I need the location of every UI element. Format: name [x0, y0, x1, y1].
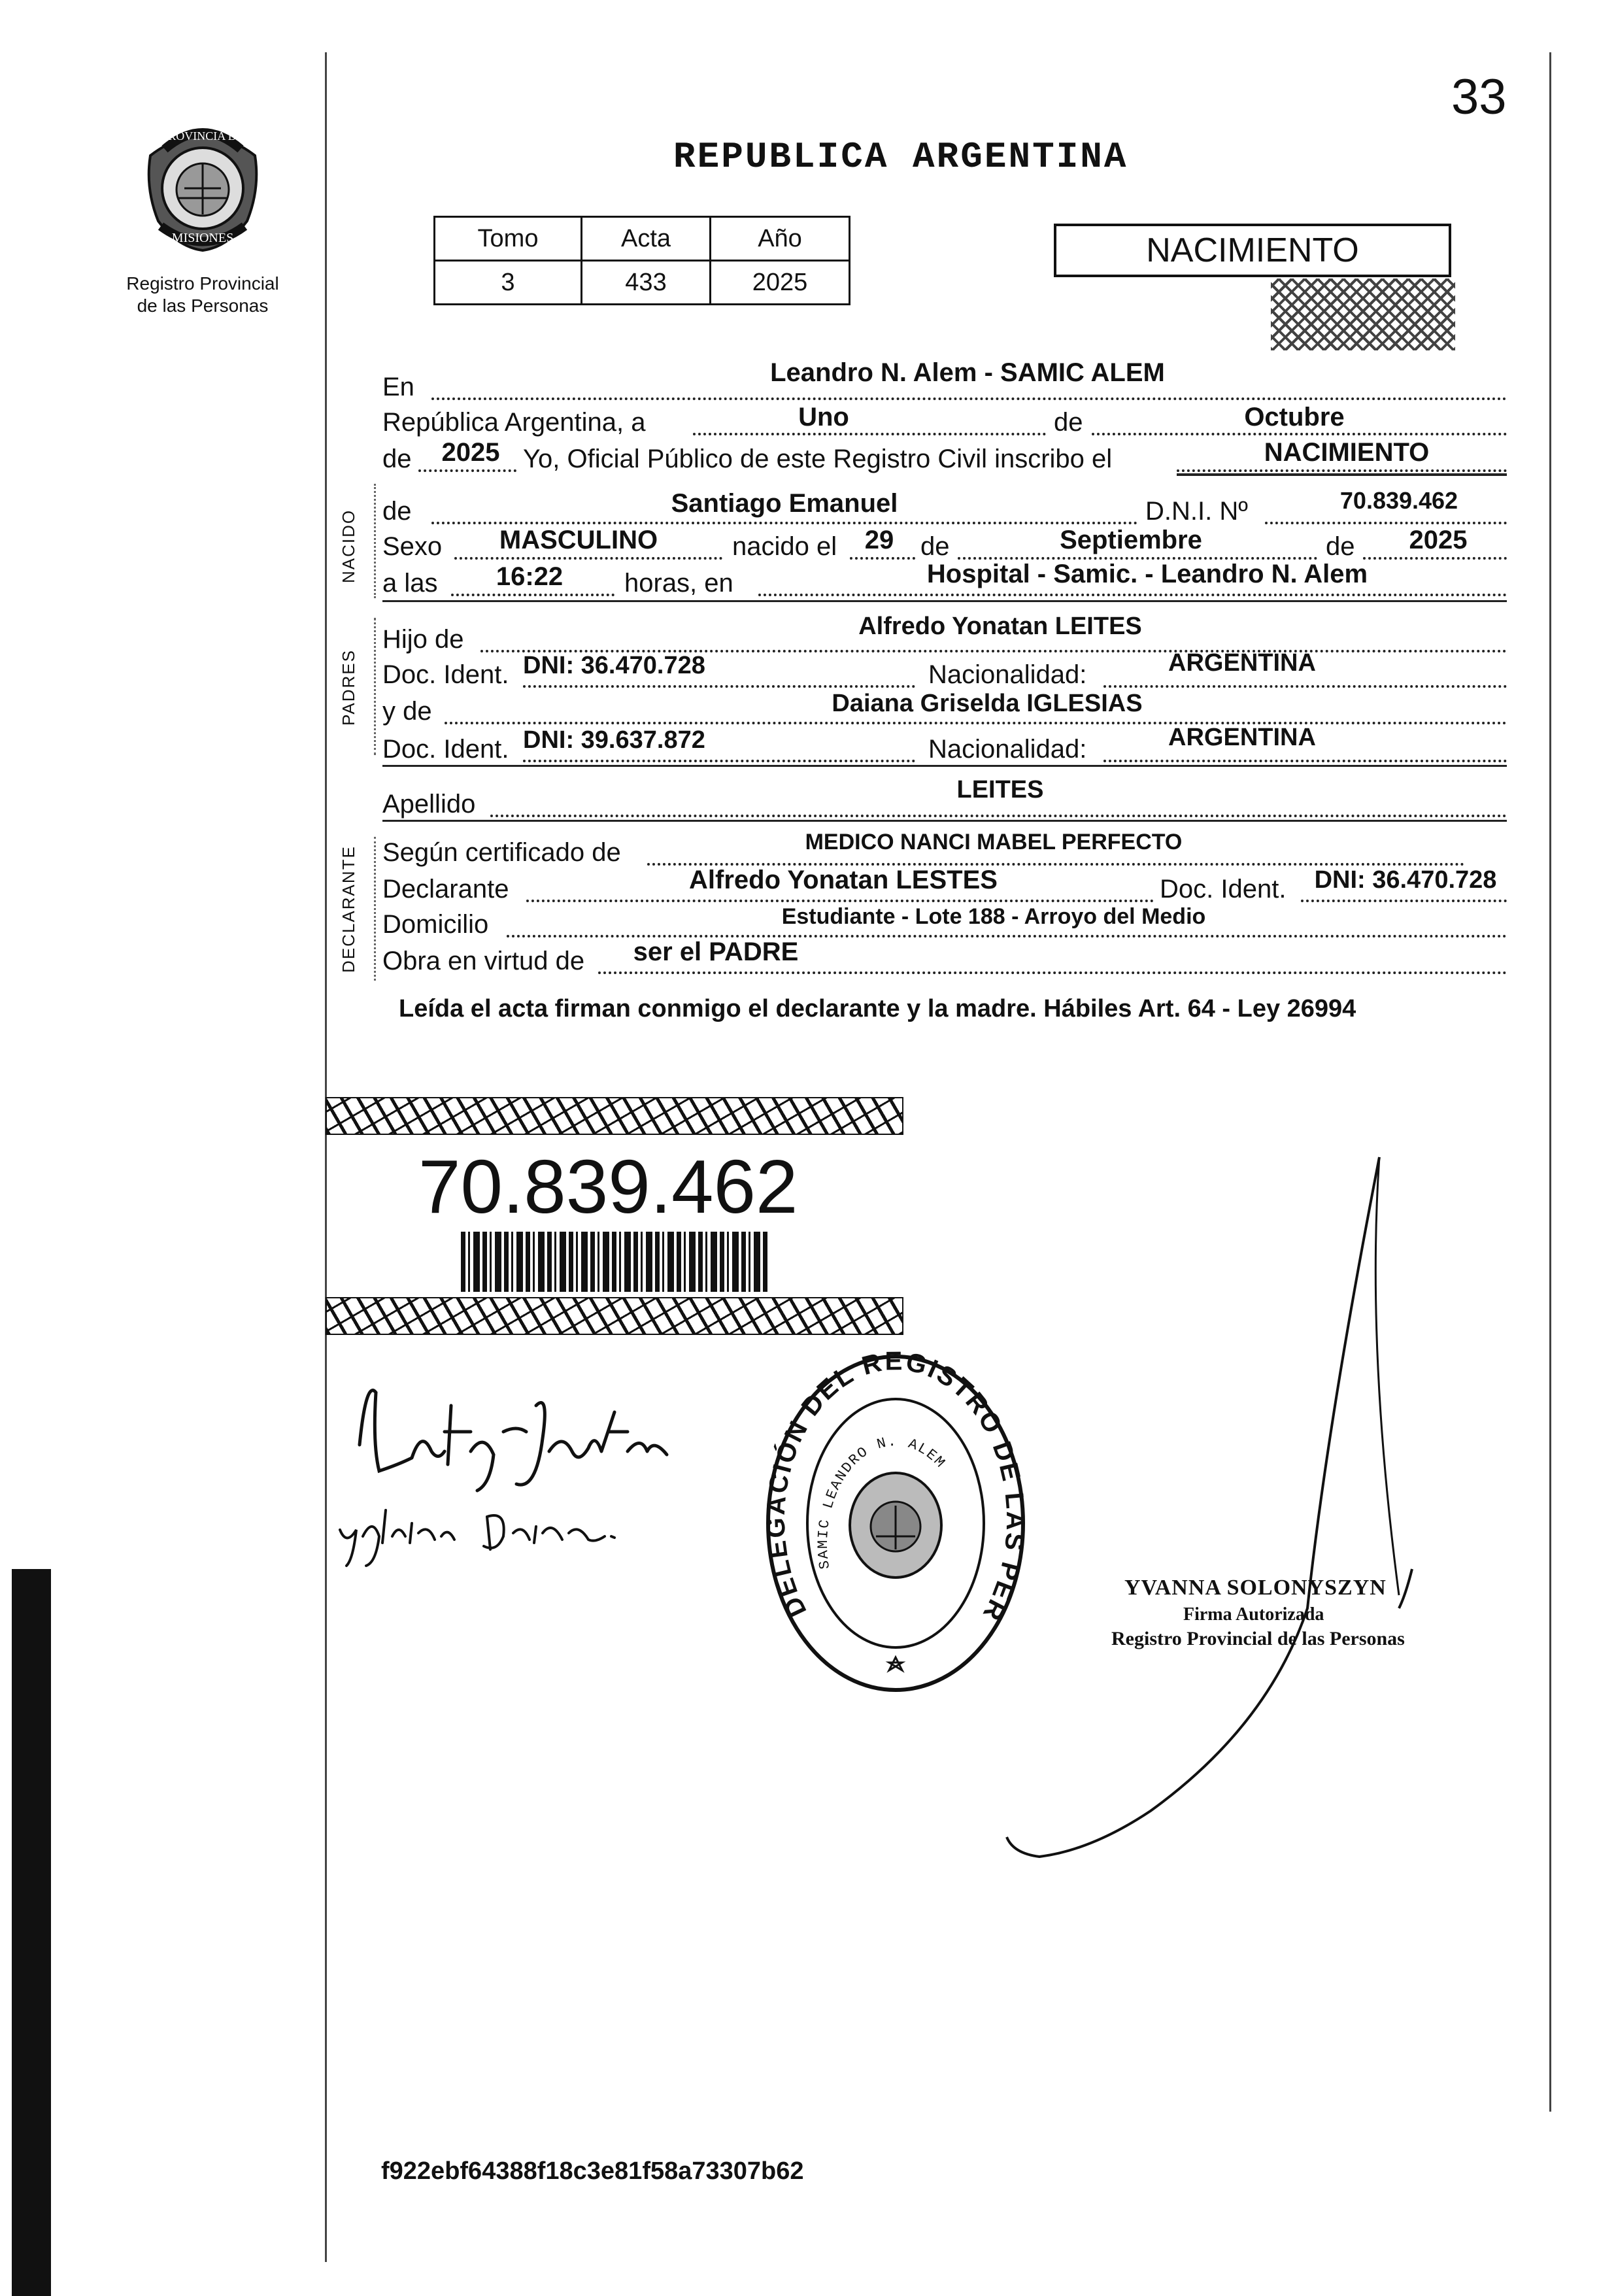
father-doc-label: Doc. Ident. — [382, 660, 509, 689]
hijo-de-label: Hijo de — [382, 625, 464, 654]
barcode-top-band — [326, 1097, 903, 1135]
month-fill — [1092, 433, 1507, 435]
a-las-label: a las — [382, 569, 438, 598]
apellido-label: Apellido — [382, 790, 476, 819]
day-value: Uno — [798, 403, 849, 431]
en-label: En — [382, 373, 414, 401]
table-value-anio: 2025 — [711, 261, 850, 305]
child-name-value: Santiago Emanuel — [671, 489, 898, 518]
padres-section-label: PADRES — [339, 649, 358, 726]
father-doc-value: DNI: 36.470.728 — [523, 652, 705, 679]
document-hash: f922ebf64388f18c3e81f58a73307b62 — [381, 2157, 804, 2185]
mother-fill — [445, 722, 1507, 724]
sexo-label: Sexo — [382, 532, 443, 561]
padres-bracket — [374, 618, 376, 755]
time-value: 16:22 — [496, 562, 564, 591]
declarante-section-label: DECLARANTE — [339, 845, 358, 973]
father-nationality-fill — [1103, 685, 1507, 688]
birth-year-value: 2025 — [1409, 526, 1468, 554]
intro-underline — [1177, 473, 1507, 476]
left-margin-line — [325, 52, 327, 2262]
certificado-label: Según certificado de — [382, 838, 621, 867]
closing-note: Leída el acta firman conmigo el declarante y la madre. Hábiles Art. 64 - Ley 26994 — [399, 995, 1356, 1022]
barcode-bars — [461, 1232, 768, 1292]
domicilio-value: Estudiante - Lote 188 - Arroyo del Medio — [781, 904, 1206, 929]
child-dni-value: 70.839.462 — [1339, 487, 1458, 514]
security-pattern — [1271, 279, 1455, 350]
official-office: Registro Provincial de las Personas — [1111, 1628, 1405, 1649]
barcode-bottom-band — [326, 1297, 903, 1335]
declarante-doc-value: DNI: 36.470.728 — [1314, 866, 1497, 894]
sexo-value: MASCULINO — [499, 526, 658, 554]
de-label-1: de — [1054, 408, 1083, 437]
domicilio-label: Domicilio — [382, 910, 489, 939]
mother-doc-value: DNI: 39.637.872 — [523, 726, 705, 754]
seal-outer-text: DELEGACIÓN DEL REGISTRO DE LAS PER — [762, 1350, 1030, 1627]
mother-signature — [330, 1497, 650, 1569]
barcode-number: 70.839.462 — [418, 1144, 798, 1229]
sexo-fill — [454, 557, 722, 560]
father-nationality-label: Nacionalidad: — [928, 660, 1087, 689]
declarante-name-value: Alfredo Yonatan LESTES — [689, 866, 998, 894]
declarante-doc-label: Doc. Ident. — [1160, 875, 1287, 903]
official-signature — [876, 1151, 1438, 1876]
obra-fill — [598, 971, 1507, 974]
year-value: 2025 — [441, 438, 500, 467]
mother-nationality-fill — [1103, 760, 1507, 762]
scan-edge-shadow — [12, 1569, 51, 2296]
certificado-value: MEDICO NANCI MABEL PERFECTO — [805, 830, 1183, 854]
birth-day-value: 29 — [864, 526, 894, 554]
nacido-de-label: de — [382, 497, 412, 526]
birth-month-value: Septiembre — [1060, 526, 1202, 554]
place-value: Leandro N. Alem - SAMIC ALEM — [770, 358, 1165, 387]
registry-emblem — [139, 116, 267, 254]
obra-value: ser el PADRE — [633, 937, 799, 966]
inscription-type-value: NACIMIENTO — [1264, 438, 1430, 467]
mother-nationality-label: Nacionalidad: — [928, 735, 1087, 764]
apellido-fill — [490, 815, 1507, 817]
seal-inner-text: SAMIC LEANDRO N. ALEM — [815, 1433, 949, 1570]
table-value-acta: 433 — [582, 261, 711, 305]
horas-en-label: horas, en — [624, 569, 733, 598]
oficial-text: Yo, Oficial Público de este Registro Civil inscribo el — [523, 445, 1113, 473]
dni-label: D.N.I. Nº — [1145, 497, 1248, 526]
declarante-doc-fill — [1301, 900, 1507, 902]
inscription-fill — [1177, 469, 1507, 472]
nacido-bottom-line — [382, 600, 1507, 602]
nacido-section-label: NACIDO — [339, 509, 358, 583]
registry-name-line1: Registro Provincial — [126, 273, 279, 294]
father-name-value: Alfredo Yonatan LEITES — [858, 613, 1142, 640]
table-header-acta: Acta — [582, 217, 711, 261]
republica-fill — [693, 433, 1046, 435]
record-type-box: NACIMIENTO — [1054, 224, 1451, 277]
emblem-text-bottom: MISIONES — [171, 231, 234, 245]
father-doc-fill — [523, 685, 915, 688]
birth-place-fill — [758, 594, 1507, 596]
apellido-value: LEITES — [956, 776, 1044, 803]
declarante-bracket — [374, 837, 376, 981]
birth-place-value: Hospital - Samic. - Leandro N. Alem — [926, 560, 1368, 588]
en-fill — [431, 397, 1507, 400]
mother-name-value: Daiana Griselda IGLESIAS — [832, 690, 1143, 717]
right-margin-line — [1549, 52, 1551, 2112]
mother-doc-label: Doc. Ident. — [382, 735, 509, 764]
page-number: 33 — [1451, 69, 1507, 125]
time-fill — [451, 594, 614, 596]
table-header-tomo: Tomo — [435, 217, 582, 261]
padres-bottom-line — [382, 765, 1507, 767]
obra-label: Obra en virtud de — [382, 947, 585, 975]
y-de-label: y de — [382, 697, 432, 726]
mother-nationality-value: ARGENTINA — [1168, 724, 1316, 751]
de-label-3: de — [920, 532, 950, 561]
table-header-anio: Año — [711, 217, 850, 261]
emblem-text-top: PROVINCIA DE — [161, 129, 244, 143]
table-value-tomo: 3 — [435, 261, 582, 305]
father-signature — [340, 1366, 680, 1497]
nacido-el-label: nacido el — [732, 532, 837, 561]
registry-name-line2: de las Personas — [137, 295, 269, 316]
father-nationality-value: ARGENTINA — [1168, 649, 1316, 677]
official-role: Firma Autorizada — [1183, 1604, 1324, 1625]
record-table — [433, 216, 850, 305]
official-name: YVANNA SOLONYSZYN — [1124, 1576, 1387, 1600]
apellido-bottom-line — [382, 820, 1507, 822]
year-fill — [418, 469, 516, 472]
month-value: Octubre — [1244, 403, 1345, 431]
de-label-4: de — [1326, 532, 1355, 561]
nacido-bracket — [374, 484, 376, 598]
page-title: REPUBLICA ARGENTINA — [673, 136, 1128, 178]
declarante-label: Declarante — [382, 875, 509, 903]
dni-fill — [1265, 522, 1507, 524]
republica-label: República Argentina, a — [382, 408, 646, 437]
de-label-2: de — [382, 445, 412, 473]
mother-doc-fill — [523, 760, 915, 762]
child-name-fill — [431, 522, 1137, 524]
